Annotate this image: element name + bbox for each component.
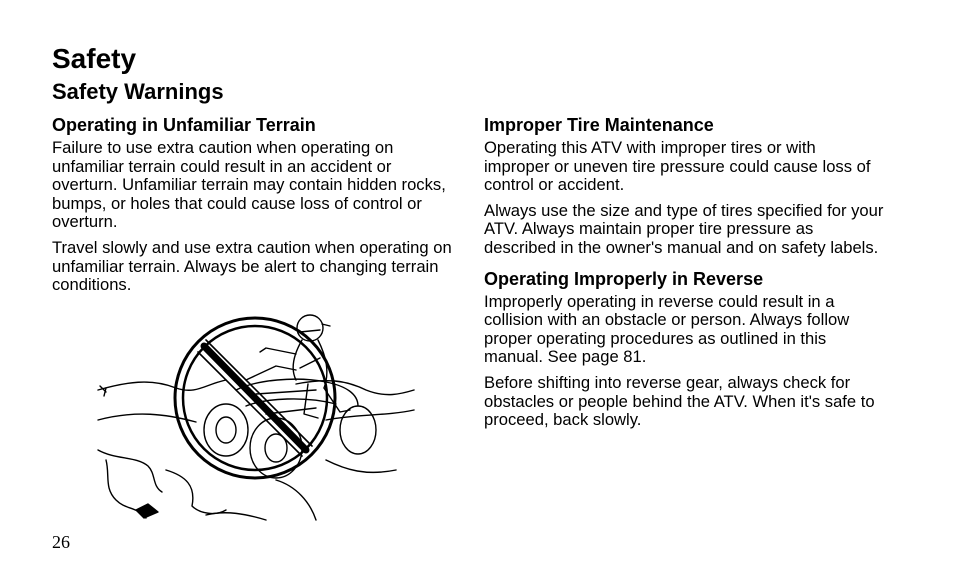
left-column (52, 114, 452, 302)
paragraph: Travel slowly and use extra caution when operating on unfamiliar terrain. Always be alert to changing terrain conditions. (52, 237, 452, 295)
heading-reverse: Operating Improperly in Reverse (484, 268, 764, 289)
paragraph: Operating this ATV with improper tires or with improper or uneven tire pressure could cause loss of control or accident. (484, 138, 871, 195)
prohibited-atv-icon (96, 310, 418, 522)
right-column (484, 114, 884, 437)
page-number: 26 (52, 532, 70, 552)
paragraph: Before shifting into reverse gear, always check for obstacles or people behind the ATV. When it's safe to proceed, back slowly. (484, 372, 875, 430)
paragraph: Improperly operating in reverse could result in a collision with an obstacle or person. Always follow proper operating procedures as outlined in this manual. See page 81. (484, 291, 850, 367)
paragraph: Failure to use extra caution when operating on unfamiliar terrain could result in an accident or overturn. Unfamiliar terrain may contain hidden rocks, bumps, or holes that could cause loss of control or overturn. (52, 138, 446, 232)
heading-unfamiliar-terrain: Operating in Unfamiliar Terrain (52, 115, 316, 135)
prohibited-atv-illustration (96, 310, 418, 522)
heading-tire-maintenance: Improper Tire Maintenance (484, 115, 714, 135)
page-title: Safety (52, 43, 137, 74)
paragraph: Always use the size and type of tires specified for your ATV. Always maintain proper tire pressure as described in the owner's manual and on safety labels. (484, 200, 884, 257)
section-title: Safety Warnings (52, 79, 224, 104)
